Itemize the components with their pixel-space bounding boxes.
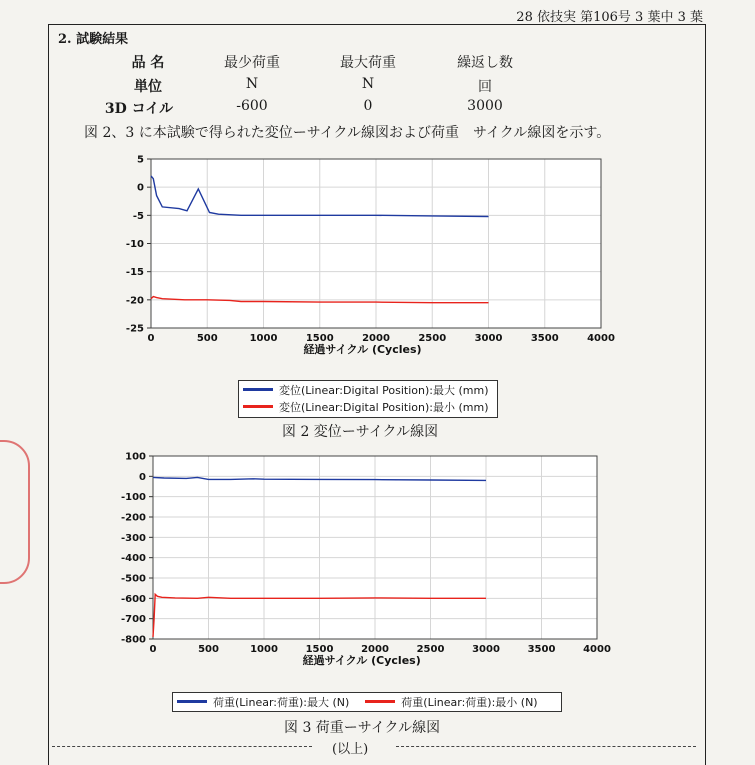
y-tick-label: -5	[132, 210, 144, 222]
spec-header-min-load: 最少荷重	[224, 55, 280, 71]
displacement-chart	[100, 150, 620, 375]
spec-unit-min: N	[245, 76, 259, 92]
load-legend	[172, 692, 562, 712]
x-tick-label: 2500	[418, 333, 447, 344]
x-tick-label: 0	[147, 333, 155, 344]
y-tick-label: -25	[125, 323, 144, 335]
x-tick-label: 3500	[527, 644, 556, 655]
y-tick-label: 0	[139, 471, 146, 483]
spec-row-min: -600	[236, 98, 268, 114]
divider-left	[52, 746, 312, 747]
x-axis-label: 経過サイクル (Cycles)	[303, 343, 422, 356]
legend-swatch-red	[243, 405, 273, 408]
y-tick-label: -15	[125, 267, 144, 279]
x-tick-label: 500	[198, 644, 219, 655]
spec-unit-cycles: 回	[478, 79, 492, 95]
x-tick-label: 3000	[472, 644, 500, 655]
x-tick-label: 1000	[249, 333, 278, 344]
spec-row-max: 0	[363, 98, 373, 114]
legend-row	[173, 693, 561, 710]
x-tick-label: 4000	[587, 333, 615, 344]
document-reference: 28 依技実 第106号 3 葉中 3 葉	[516, 10, 703, 25]
y-tick-label: -500	[120, 573, 146, 585]
x-tick-label: 2000	[361, 644, 389, 655]
legend-label: 荷重(Linear:荷重):最大 (N)	[213, 695, 350, 709]
y-tick-label: -20	[125, 295, 144, 307]
x-tick-label: 3000	[474, 333, 503, 344]
y-tick-label: 5	[137, 154, 144, 166]
y-tick-label: -700	[120, 614, 146, 626]
spec-header-max-load: 最大荷重	[340, 55, 396, 71]
y-tick-label: -800	[120, 634, 146, 646]
spec-unit-label: 単位	[134, 79, 162, 95]
x-tick-label: 2500	[416, 644, 445, 655]
y-tick-label: -600	[120, 593, 146, 605]
figure-3-caption: 図 3 荷重ーサイクル線図	[284, 720, 441, 736]
x-tick-label: 500	[196, 333, 218, 344]
y-tick-label: 0	[137, 182, 144, 194]
spec-row-name: 3D コイル	[104, 101, 174, 117]
y-tick-label: -100	[120, 492, 146, 504]
y-tick-label: -200	[120, 512, 146, 524]
legend-swatch-blue	[243, 388, 273, 391]
legend-label: 変位(Linear:Digital Position):最大 (mm)	[279, 383, 489, 397]
x-tick-label: 0	[149, 644, 157, 655]
x-tick-label: 4000	[583, 644, 611, 655]
load-chart	[100, 447, 620, 687]
y-tick-label: -10	[125, 239, 144, 250]
y-tick-label: 100	[125, 451, 146, 463]
intro-text: 図 2、3 に本試験で得られた変位ーサイクル線図および荷重 サイクル線図を示す。	[84, 125, 611, 141]
legend-item-displacement-min	[239, 398, 497, 415]
x-tick-label: 1500	[305, 333, 334, 344]
section-title: 2. 試験結果	[58, 32, 129, 47]
spec-header-cycles: 繰返し数	[457, 55, 513, 71]
spec-unit-max: N	[361, 76, 375, 92]
x-tick-label: 1500	[305, 644, 334, 655]
displacement-legend	[238, 380, 498, 418]
official-seal	[0, 440, 30, 584]
legend-label: 荷重(Linear:荷重):最小 (N)	[401, 695, 538, 709]
spec-row-cycles: 3000	[467, 98, 503, 114]
y-tick-label: -400	[120, 553, 146, 565]
legend-swatch-blue	[177, 700, 207, 703]
legend-item-displacement-max	[239, 381, 497, 398]
x-axis-label: 経過サイクル (Cycles)	[302, 654, 421, 667]
y-tick-label: -300	[120, 532, 146, 544]
figure-2-caption: 図 2 変位ーサイクル線図	[282, 424, 439, 440]
divider-right	[396, 746, 696, 747]
legend-swatch-red	[365, 700, 395, 703]
x-tick-label: 3500	[530, 333, 559, 344]
spec-header-name: 品 名	[131, 55, 165, 71]
closing-text: (以上)	[332, 742, 369, 757]
x-tick-label: 1000	[250, 644, 278, 655]
x-tick-label: 2000	[362, 333, 390, 344]
legend-label: 変位(Linear:Digital Position):最小 (mm)	[279, 400, 489, 414]
